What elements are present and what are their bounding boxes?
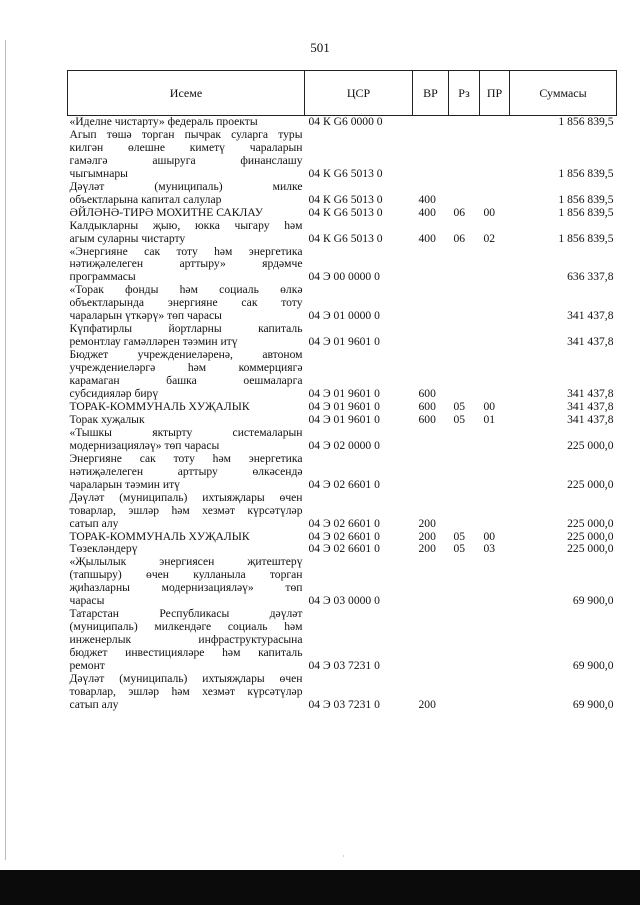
row-name (68, 181, 305, 207)
row-pr (480, 181, 510, 207)
row-name (68, 129, 305, 181)
scan-left-edge (5, 40, 6, 860)
row-pr: 00 (483, 205, 496, 219)
row-name-line: чыгымнары (69, 166, 128, 180)
row-pr (480, 427, 510, 453)
table-header-row (68, 71, 617, 116)
table-row (68, 323, 617, 349)
row-vr: 400 (418, 192, 436, 206)
row-pr (480, 129, 510, 181)
page-number: 501 (310, 40, 330, 55)
row-name (68, 556, 305, 608)
row-vr: 200 (418, 516, 436, 530)
row-vr (413, 284, 449, 323)
row-vr (413, 427, 449, 453)
row-rz: 05 (453, 542, 466, 556)
row-pr (480, 284, 510, 323)
row-name-line: Бюджет учреждениеләренә, автоном (69, 348, 303, 362)
row-sum: 1 856 839,5 (558, 231, 614, 245)
row-name-line: модернизацияләү» төп чарасы (69, 438, 220, 452)
row-name-line: Дәүләт (муниципаль) ихтыяҗлары өчен (69, 490, 303, 504)
row-name (68, 492, 305, 531)
row-name (68, 220, 305, 246)
row-name-line: Агып төшә торган пычрак суларга туры (69, 127, 303, 141)
row-csr: 04 Э 02 6601 0 (308, 542, 380, 556)
row-rz (449, 129, 480, 181)
row-csr: 04 Э 03 7231 0 (308, 697, 380, 711)
row-name (68, 246, 305, 285)
row-name (68, 207, 305, 220)
row-name-line: чараларын үткәрү» төп чарасы (69, 309, 222, 323)
row-csr: 04 Э 01 9601 0 (308, 335, 380, 349)
table-row (68, 181, 617, 207)
row-name-line: Дәүләт (муниципаль) ихтыяҗлары өчен (69, 671, 303, 685)
row-name-line: ТОРАК-КОММУНАЛЬ ХУҖАЛЫК (69, 399, 250, 413)
row-sum: 225 000,0 (567, 438, 614, 452)
row-name-line: Күпфатирлы йортларны капиталь (69, 322, 303, 336)
row-rz: 05 (453, 399, 466, 413)
row-name-line: җиһазларны модернизацияләү» төп (69, 581, 303, 595)
row-vr (413, 116, 449, 129)
row-vr: 600 (418, 387, 436, 401)
row-vr: 200 (418, 529, 436, 543)
table-row (68, 556, 617, 608)
row-name-line: «Җылылык энергиясен җитештерү (69, 555, 303, 569)
table-row (68, 207, 617, 220)
row-vr: 600 (418, 412, 436, 426)
row-vr: 600 (418, 399, 436, 413)
row-rz (449, 427, 480, 453)
row-rz: 06 (453, 205, 466, 219)
row-pr: 03 (483, 542, 496, 556)
row-csr: 04 Э 01 9601 0 (308, 399, 380, 413)
row-name (68, 323, 305, 349)
row-vr (413, 129, 449, 181)
row-csr: 04 К G6 5013 0 (308, 192, 383, 206)
row-sum: 341 437,8 (567, 309, 614, 323)
row-name-line: ТОРАК-КОММУНАЛЬ ХУҖАЛЫК (69, 529, 250, 543)
row-rz (449, 492, 480, 531)
row-name (68, 349, 305, 401)
row-sum: 225 000,0 (567, 529, 614, 543)
table-row (68, 608, 617, 673)
row-rz: 05 (453, 412, 466, 426)
row-name-line: агым суларны чистарту (69, 231, 186, 245)
row-sum: 69 900,0 (572, 697, 614, 711)
row-rz (449, 116, 480, 129)
row-sum: 341 437,8 (567, 412, 614, 426)
row-vr: 200 (418, 697, 436, 711)
row-name-line: Торак хуҗалык (69, 412, 145, 426)
row-name-line: ӘЙЛӘНӘ-ТИРӘ МОХИТНЕ САКЛАУ (69, 205, 263, 219)
row-name-line: гамәлгә ашыруга финанслашу (69, 153, 303, 167)
row-name-line: учреждениеләргә һәм коммерциягә (69, 361, 303, 375)
row-rz (449, 181, 480, 207)
row-csr: 04 Э 02 6601 0 (308, 477, 380, 491)
row-csr: 04 К G6 5013 0 (308, 231, 383, 245)
row-rz (449, 284, 480, 323)
row-name-line: «Торак фонды һәм социаль өлкә (69, 283, 303, 297)
row-rz (449, 323, 480, 349)
row-name-line: Дәүләт (муниципаль) милке (69, 179, 303, 193)
row-name-line: чарасы (69, 594, 105, 608)
row-pr (480, 556, 510, 608)
row-sum: 225 000,0 (567, 516, 614, 530)
row-pr (480, 116, 510, 129)
row-csr: 04 К G6 5013 0 (308, 205, 383, 219)
row-csr: 04 Э 00 0000 0 (308, 270, 380, 284)
header-rz: Рз (449, 71, 480, 116)
row-name-line: товарлар, эшләр һәм хезмәт күрсәтүләр (69, 503, 303, 517)
row-csr: 04 Э 01 0000 0 (308, 309, 380, 323)
row-name-line: ремонтлау гамәлләрен тәэмин итү (69, 335, 238, 349)
row-pr: 01 (483, 412, 496, 426)
header-csr: ЦСР (305, 71, 413, 116)
row-csr: 04 Э 03 7231 0 (308, 659, 380, 673)
row-sum: 69 900,0 (572, 659, 614, 673)
table-row (68, 427, 617, 453)
row-vr: 400 (418, 205, 436, 219)
table-row (68, 453, 617, 492)
table-row (68, 414, 617, 427)
row-rz (449, 556, 480, 608)
row-rz (449, 673, 480, 712)
row-name-line: Энергияне сак тоту һәм энергетика (69, 451, 303, 465)
row-pr (480, 608, 510, 673)
table-row (68, 349, 617, 401)
row-name-line: субсидияләр бирү (69, 387, 159, 401)
row-name-line: Калдыкларны җыю, юкка чыгару һәм (69, 218, 303, 232)
row-name (68, 414, 305, 427)
row-name-line: нәтиҗәлелеген арттыру» ярдәмче (69, 257, 303, 271)
header-name: Исеме (68, 71, 305, 116)
row-sum: 1 856 839,5 (558, 205, 614, 219)
row-name (68, 673, 305, 712)
table-row (68, 246, 617, 285)
row-sum: 69 900,0 (572, 594, 614, 608)
row-name-line: инженерлык инфраструктурасына (69, 633, 303, 647)
row-csr: 04 Э 02 6601 0 (308, 516, 380, 530)
row-name (68, 427, 305, 453)
table-row (68, 401, 617, 414)
scan-artifact: · (342, 852, 345, 861)
row-sum: 341 437,8 (567, 387, 614, 401)
row-rz (449, 246, 480, 285)
row-name (68, 608, 305, 673)
row-name-line: программасы (69, 270, 136, 284)
row-name-line: сатып алу (69, 697, 119, 711)
row-name-line: объектларына капитал салулар (69, 192, 222, 206)
row-name-line: Төзекләндерү (69, 542, 138, 556)
row-rz (449, 453, 480, 492)
row-sum: 1 856 839,5 (558, 166, 614, 180)
row-vr (413, 323, 449, 349)
row-pr: 02 (483, 231, 496, 245)
table-row (68, 492, 617, 531)
row-sum: 1 856 839,5 (558, 192, 614, 206)
row-name-line: сатып алу (69, 516, 119, 530)
row-pr (480, 349, 510, 401)
row-name (68, 401, 305, 414)
table-row (68, 673, 617, 712)
row-csr: 04 Э 02 6601 0 (308, 529, 380, 543)
table-row (68, 220, 617, 246)
row-rz (449, 349, 480, 401)
row-pr (480, 673, 510, 712)
row-name-line: «Энергияне сак тоту һәм энергетика (69, 244, 303, 258)
budget-table (67, 70, 617, 712)
table-row (68, 284, 617, 323)
row-vr: 400 (418, 231, 436, 245)
row-csr: 04 Э 01 9601 0 (308, 387, 380, 401)
row-vr: 200 (418, 542, 436, 556)
header-pr: ПР (480, 71, 510, 116)
row-name-line: бюджет инвестицияләре һәм капиталь (69, 646, 303, 660)
row-name-line: объектларында энергияне сак тоту (69, 296, 303, 310)
row-name-line: Татарстан Республикасы дәүләт (69, 607, 303, 621)
table-row (68, 129, 617, 181)
row-name (68, 453, 305, 492)
row-vr (413, 246, 449, 285)
row-sum: 1 856 839,5 (558, 115, 614, 128)
row-name (68, 284, 305, 323)
budget-table-wrapper (67, 70, 616, 712)
row-rz: 05 (453, 529, 466, 543)
row-rz (449, 608, 480, 673)
row-vr (413, 608, 449, 673)
row-csr: 04 Э 03 0000 0 (308, 594, 380, 608)
row-pr (480, 323, 510, 349)
row-rz: 06 (453, 231, 466, 245)
header-vr: ВР (413, 71, 449, 116)
row-name-line: (тапшыру) өчен кулланыла торган (69, 568, 303, 582)
row-name-line: (муниципаль) милкендәге социаль һәм (69, 620, 303, 634)
row-name-line: карамаган башка оешмаларга (69, 374, 303, 388)
row-name-line: «Тышкы яктырту системаларын (69, 425, 303, 439)
row-name-line: килгән өлешне киметү чараларын (69, 140, 303, 154)
table-body (68, 116, 617, 712)
header-sum: Суммасы (510, 71, 617, 116)
scan-bottom-border (0, 870, 640, 905)
row-name-line: нәтиҗәлелеген арттыру өлкәсендә (69, 464, 303, 478)
row-csr: 04 К G6 5013 0 (308, 166, 383, 180)
row-vr (413, 453, 449, 492)
row-name-line: ремонт (69, 659, 105, 673)
row-csr: 04 Э 02 0000 0 (308, 438, 380, 452)
row-pr (480, 246, 510, 285)
row-pr (480, 453, 510, 492)
row-pr: 00 (483, 529, 496, 543)
row-pr (480, 492, 510, 531)
row-sum: 225 000,0 (567, 477, 614, 491)
row-sum: 341 437,8 (567, 399, 614, 413)
row-vr (413, 556, 449, 608)
row-name-line: «Иделне чистарту» федераль проекты (69, 115, 258, 128)
row-sum: 636 337,8 (567, 270, 614, 284)
row-name-line: чараларын тәэмин итү (69, 477, 180, 491)
row-name-line: товарлар, эшләр һәм хезмәт күрсәтүләр (69, 684, 303, 698)
row-sum: 341 437,8 (567, 335, 614, 349)
row-pr: 00 (483, 399, 496, 413)
row-sum: 225 000,0 (567, 542, 614, 556)
table-row (68, 116, 617, 129)
row-csr: 04 Э 01 9601 0 (308, 412, 380, 426)
row-name (68, 116, 305, 129)
row-csr: 04 К G6 0000 0 (308, 115, 383, 128)
